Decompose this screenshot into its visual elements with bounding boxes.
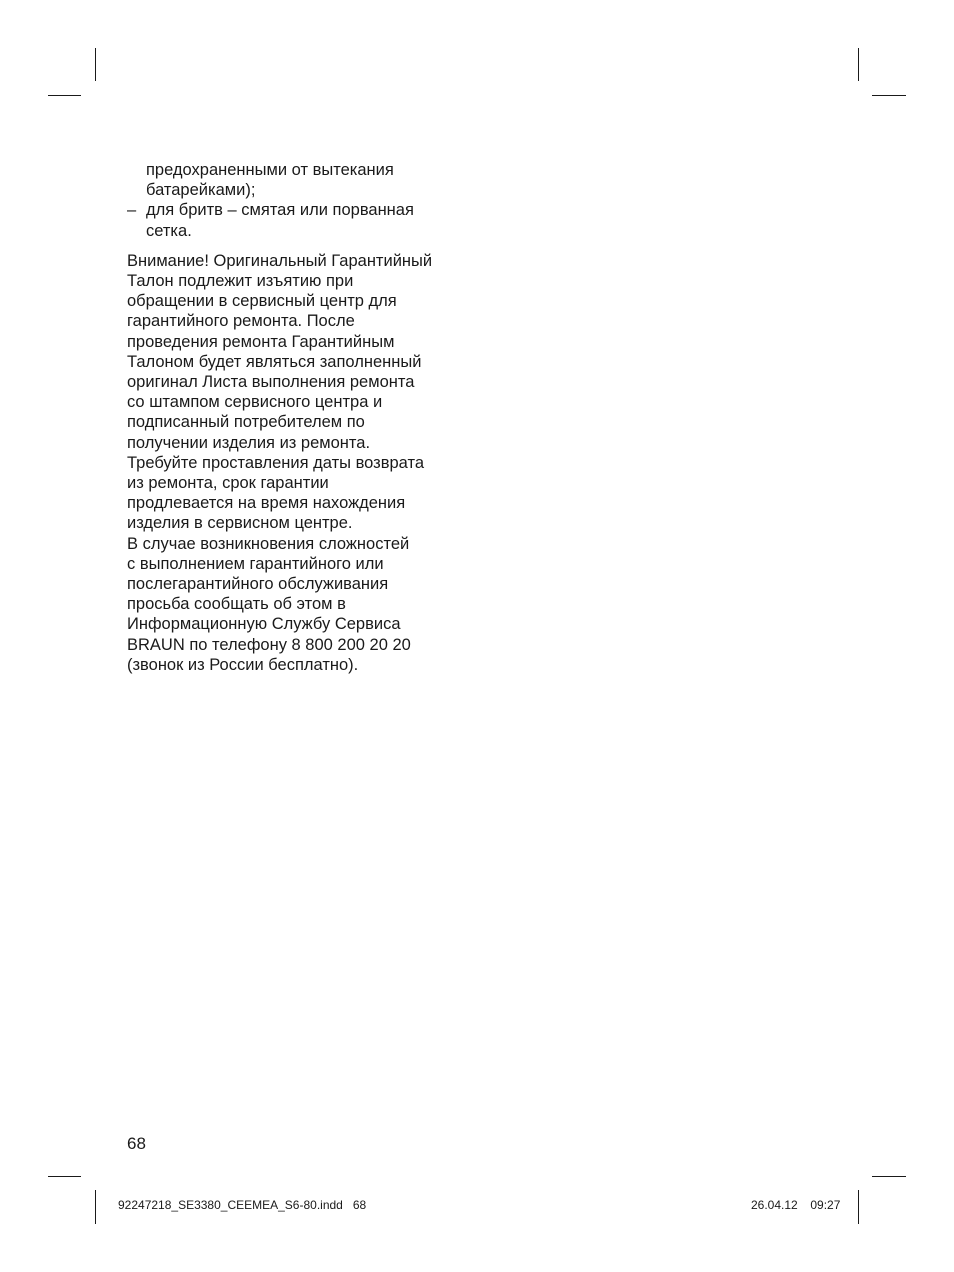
paragraph-line: со штампом сервисного центра и (127, 393, 383, 412)
paragraph-line: из ремонта, срок гарантии (127, 474, 329, 493)
paragraph-line: изделия в сервисном центре. (127, 514, 353, 533)
bullet-text-continuation: сетка. (146, 221, 192, 240)
paragraph-line: Талон подлежит изъятию при (127, 272, 354, 291)
bullet-dash: – (127, 201, 137, 220)
paragraph-line: Требуйте проставления даты возврата (127, 453, 425, 472)
crop-mark-bottom-right-vertical (858, 1190, 859, 1224)
paragraph-line: Талоном будет являться заполненный (127, 352, 422, 371)
bullet-text: для бритв – смятая или порванная (146, 201, 414, 220)
crop-mark-top-right-vertical (858, 48, 859, 81)
page-number: 68 (127, 1134, 146, 1153)
crop-mark-top-left-vertical (95, 48, 96, 81)
crop-mark-bottom-left-vertical (95, 1190, 96, 1224)
paragraph-line: проведения ремонта Гарантийным (127, 332, 395, 351)
body-text (127, 160, 472, 675)
paragraph-line: послегарантийного обслуживания (127, 575, 389, 594)
paragraph-line: получении изделия из ремонта. (127, 433, 371, 452)
paragraph-line: Внимание! Оригинальный Гарантийный (127, 251, 433, 270)
crop-mark-bottom-right-horizontal (872, 1176, 906, 1177)
paragraph-line: с выполнением гарантийного или (127, 554, 384, 573)
crop-mark-top-left-horizontal (48, 95, 81, 96)
paragraph-line: гарантийного ремонта. После (127, 312, 355, 331)
paragraph-line: (звонок из России бесплатно). (127, 655, 359, 674)
bullet-item (127, 200, 472, 220)
list-continuation-line: батарейками); (146, 181, 256, 200)
crop-mark-bottom-left-horizontal (48, 1176, 81, 1177)
paragraph-line: подписанный потребителем по (127, 413, 365, 432)
paragraph-line: обращении в сервисный центр для (127, 292, 397, 311)
paragraph-line: Информационную Службу Сервиса (127, 615, 401, 634)
warranty-paragraph (127, 251, 472, 675)
paragraph-line: BRAUN по телефону 8 800 200 20 20 (127, 635, 411, 654)
list-continuation-line: предохраненными от вытекания (146, 161, 394, 179)
crop-mark-top-right-horizontal (872, 95, 906, 96)
slug-filename: 92247218_SE3380_CEEMEA_S6-80.indd 68 (118, 1198, 367, 1212)
paragraph-line: В случае возникновения сложностей (127, 534, 410, 553)
slug-datetime: 26.04.12 09:27 (751, 1198, 841, 1212)
paragraph-line: оригинал Листа выполнения ремонта (127, 373, 415, 392)
paragraph-line: продлевается на время нахождения (127, 494, 406, 513)
paragraph-line: просьба сообщать об этом в (127, 595, 346, 614)
